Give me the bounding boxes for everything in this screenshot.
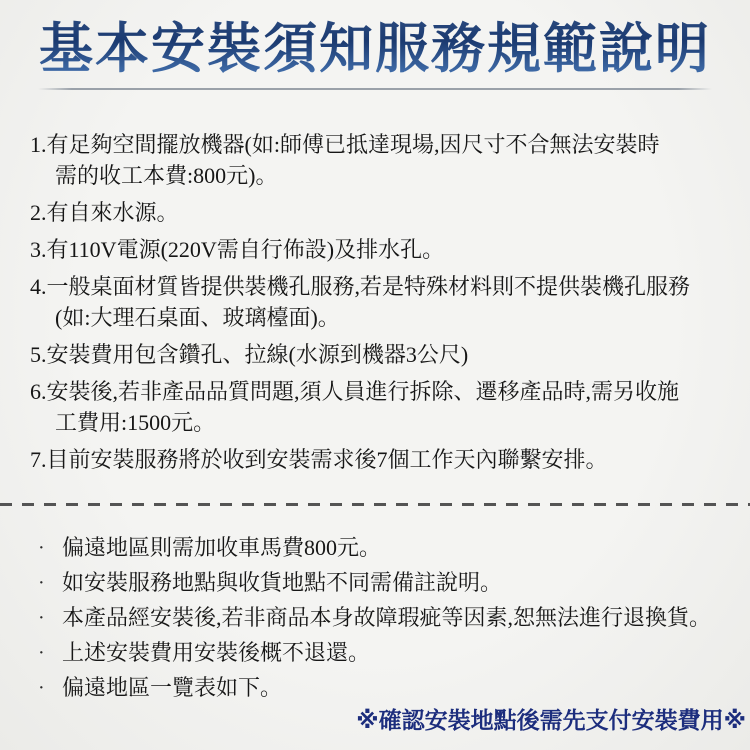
header [0, 0, 750, 90]
rule-line: 需的收工本費:800元)。 [55, 163, 278, 188]
notes-list [0, 533, 750, 703]
note-text: 上述安裝費用安裝後概不退還。 [62, 640, 371, 665]
note-item [30, 638, 750, 668]
title-underline [38, 88, 712, 90]
rule-line: 5.安裝費用包含鑽孔、拉線(水源到機器3公尺) [30, 342, 469, 367]
rule-item-1 [30, 129, 750, 191]
bullet-dot-icon: · [38, 607, 45, 629]
note-text: 本產品經安裝後,若非商品本身故障瑕疵等因素,恕無法進行退換貨。 [62, 605, 712, 630]
note-item [30, 673, 750, 703]
note-text: 如安裝服務地點與收貨地點不同需備註說明。 [62, 570, 503, 595]
rule-line: 1.有足夠空間擺放機器(如:師傅已抵達現場,因尺寸不合無法安裝時 [30, 132, 660, 157]
rule-line: 4.一般桌面材質皆提供裝機孔服務,若是特殊材料則不提供裝機孔服務 [30, 274, 691, 299]
dashed-separator [0, 503, 750, 506]
rule-item-2 [30, 197, 750, 228]
bullet-dot-icon: · [38, 677, 45, 699]
rule-line: 6.安裝後,若非產品品質問題,須人員進行拆除、遷移產品時,需另收施 [30, 379, 680, 404]
note-item [30, 533, 750, 563]
rules-list [0, 129, 750, 475]
bullet-dot-icon: · [38, 537, 45, 559]
rule-line: 工費用:1500元。 [55, 410, 216, 435]
rule-item-4 [30, 271, 750, 333]
rule-line: 2.有自來水源。 [30, 200, 179, 225]
rule-item-7 [30, 444, 750, 475]
footer [0, 706, 750, 734]
note-text: 偏遠地區則需加收車馬費800元。 [62, 535, 382, 560]
note-item [30, 603, 750, 633]
bullet-dot-icon: · [38, 642, 45, 664]
rule-line: (如:大理石桌面、玻璃檯面)。 [55, 305, 340, 330]
note-item [30, 568, 750, 598]
rule-item-3 [30, 234, 750, 265]
page-title: 基本安裝須知服務規範說明 [0, 16, 750, 82]
rule-line: 3.有110V電源(220V需自行佈設)及排水孔。 [30, 237, 445, 262]
rule-item-5 [30, 339, 750, 370]
rule-line: 7.目前安裝服務將於收到安裝需求後7個工作天內聯繫安排。 [30, 447, 608, 472]
bullet-dot-icon: · [38, 572, 45, 594]
rule-item-6 [30, 376, 750, 438]
note-text: 偏遠地區一覽表如下。 [62, 675, 283, 700]
payment-note: ※確認安裝地點後需先支付安裝費用※ [356, 707, 746, 733]
